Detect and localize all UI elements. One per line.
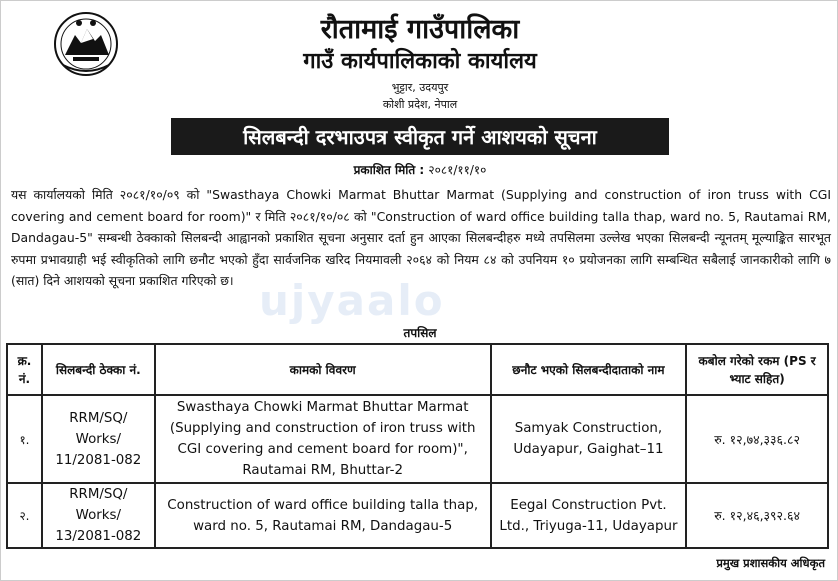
published-date-label: प्रकाशित मिति : — [353, 163, 425, 177]
table-header-row — [7, 344, 828, 395]
published-date — [1, 161, 838, 178]
row-description: Swasthaya Chowki Marmat Bhuttar Marmat (Supplying and construction of iron truss with CGI covering and cement board for room)", Rautamai RM, Bhuttar-2 — [155, 395, 491, 483]
row-sn: २. — [7, 483, 42, 548]
address-line-1: भुट्टार, उदयपुर — [391, 81, 449, 94]
row-sn: १. — [7, 395, 42, 483]
header-amount: कबोल गरेको रकम (PS र भ्याट सहित) — [686, 344, 828, 395]
header-contract-no: सिलबन्दी ठेक्का नं. — [42, 344, 155, 395]
address-line-2: कोशी प्रदेश, नेपाल — [382, 98, 458, 111]
watermark: ujyaalo — [259, 276, 445, 325]
row-contract-no: RRM/SQ/ Works/ 11/2081-082 — [42, 395, 155, 483]
header-description: कामको विवरण — [155, 344, 491, 395]
award-table — [6, 343, 829, 549]
header-bidder: छनौट भएको सिलबन्दीदाताको नाम — [491, 344, 687, 395]
published-date-value: २०८१/११/१० — [428, 163, 487, 177]
table-row — [7, 395, 828, 483]
row-bidder: Samyak Construction, Udayapur, Gaighat–11 — [491, 395, 687, 483]
notice-title: सिलबन्दी दरभाउपत्र स्वीकृत गर्ने आशयको सूचना — [171, 118, 669, 155]
row-amount: रु. १२,४६,३९२.६४ — [686, 483, 828, 548]
table-row — [7, 483, 828, 548]
notice-body: यस कार्यालयको मिति २०८१/१०/०९ को "Swasthaya Chowki Marmat Bhuttar Marmat (Supplying and construction of iron truss with CGI covering and cement board for room)" र मिति २०८१/१०/०८ को "Construction of ward office building talla thap, ward no. 5, Rautamai RM, Dandagau-5" सम्बन्धी ठेक्काको सिलबन्दी आह्वानको प्रकाशित सूचना अनुसार दर्ता हुन आएका सिलबन्दीहरु मध्ये तपसिलमा उल्लेख भएका सिलबन्दी न्यूनतम् मूल्याङ्कित सारभूत रुपमा प्रभावग्राही भई स्वीकृतिको लागि छनौट भएको हुँदा सार्वजनिक खरिद नियमावली २०६४ को नियम ८४ को उपनियम १० प्रयोजनका लागि सम्बन्धित सबैलाई जानकारीको लागि ७ (सात) दिने आशयको सूचना प्रकाशित गरिएको छ। — [11, 187, 831, 289]
office-name: गाउँ कार्यपालिकाको कार्यालय — [303, 49, 537, 74]
row-amount: रु. १२,७४,३३६.८२ — [686, 395, 828, 483]
table-caption: तपसिल — [403, 326, 437, 340]
row-bidder: Eegal Construction Pvt. Ltd., Triyuga-11, Udayapur — [491, 483, 687, 548]
row-contract-no: RRM/SQ/ Works/ 13/2081-082 — [42, 483, 155, 548]
signatory-title: प्रमुख प्रशासकीय अधिकृत — [716, 556, 825, 570]
header-sn: क्र. नं. — [7, 344, 42, 395]
row-description: Construction of ward office building talla thap, ward no. 5, Rautamai RM, Dandagau-5 — [155, 483, 491, 548]
municipality-name: रौतामाई गाउँपालिका — [320, 14, 520, 45]
